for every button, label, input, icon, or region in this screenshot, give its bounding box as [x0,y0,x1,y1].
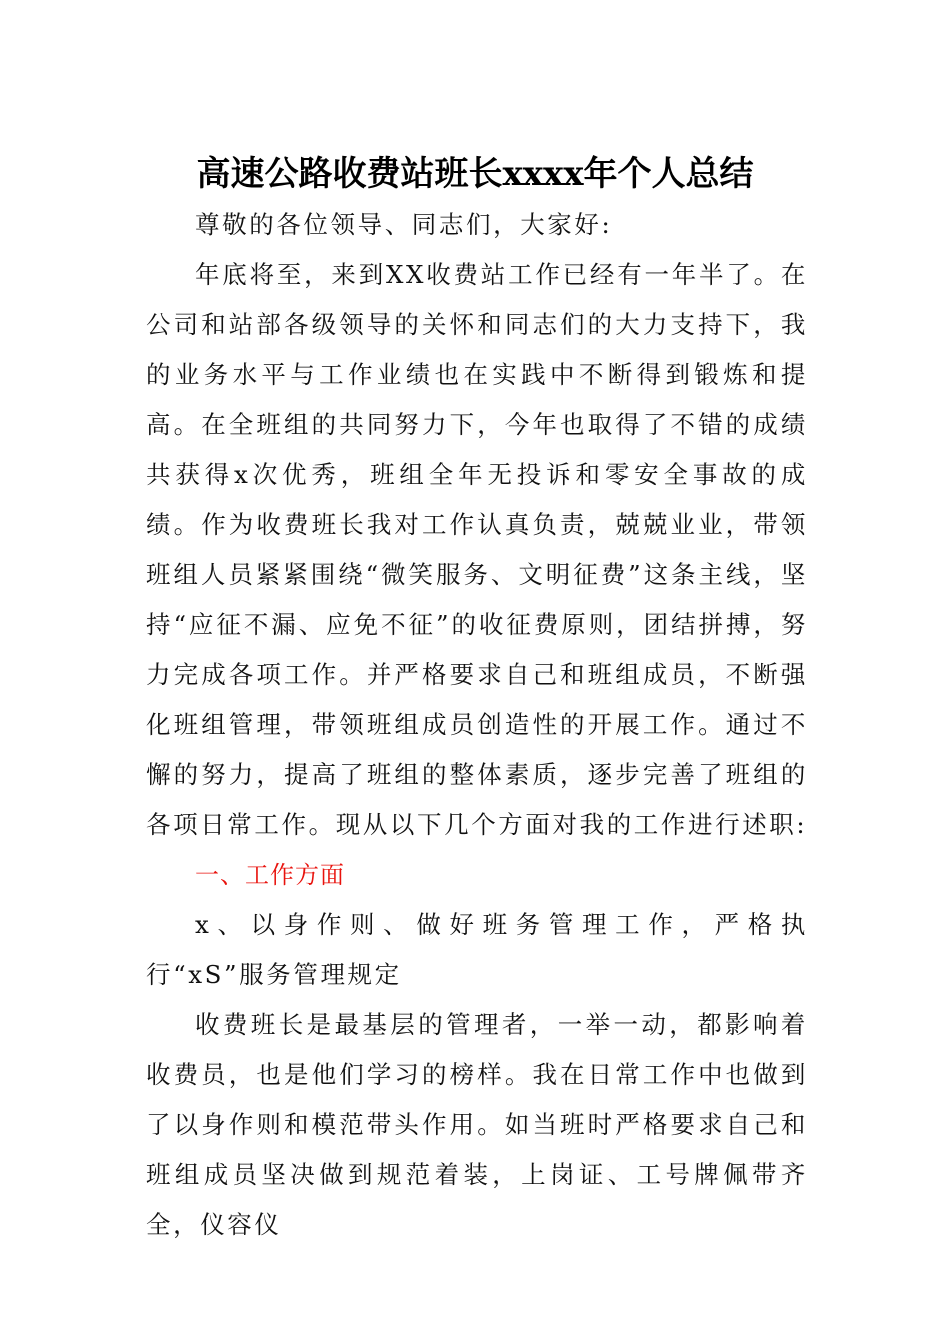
document-title: 高速公路收费站班长xxxx年个人总结 [196,154,754,194]
document-body [146,200,808,1250]
body-paragraph: 收费班长是最基层的管理者，一举一动，都影响着收费员，也是他们学习的榜样。我在日常工作中也做到了以身作则和模范带头作用。如当班时严格要求自己和班组成员坚决做到规范着装，上岗证、工号牌佩带齐全，仪容仪 [146,1010,808,1239]
subsection-paragraph: x、以身作则、做好班务管理工作，严格执行“xS”服务管理规定 [146,910,808,989]
section-heading-text: 一、工作方面 [195,861,345,889]
section-heading [146,850,808,900]
greeting-paragraph: 尊敬的各位领导、同志们，大家好: [195,210,613,239]
intro-paragraph: 年底将至，来到XX收费站工作已经有一年半了。在公司和站部各级领导的关怀和同志们的大力支持下，我的业务水平与工作业绩也在实践中不断得到锻炼和提高。在全班组的共同努力下，今年也取得了不错的成绩共获得x次优秀，班组全年无投诉和零安全事故的成绩。作为收费班长我对工作认真负责，兢兢业业，带领班组人员紧紧围绕“微笑服务、文明征费”这条主线，坚持“应征不漏、应免不征”的收征费原则，团结拼搏，努力完成各项工作。并严格要求自己和班组成员，不断强化班组管理，带领班组成员创造性的开展工作。通过不懈的努力，提高了班组的整体素质，逐步完善了班组的各项日常工作。现从以下几个方面对我的工作进行述职: [146,260,808,839]
